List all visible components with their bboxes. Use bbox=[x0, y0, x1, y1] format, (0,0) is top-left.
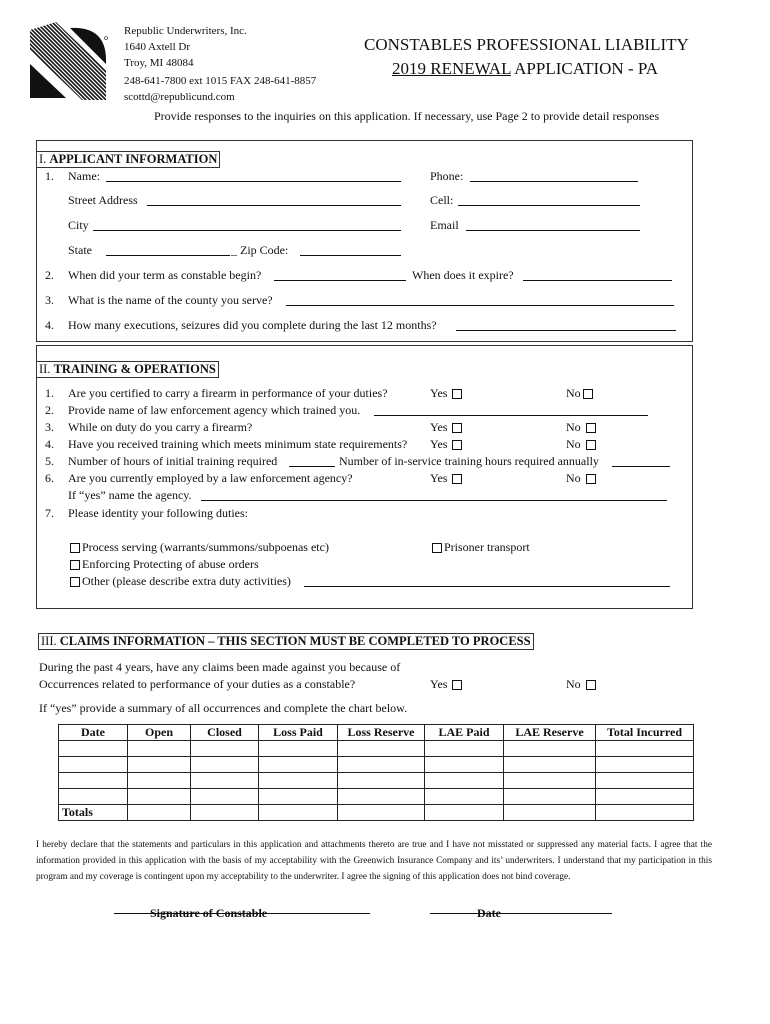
training-num4: 4. bbox=[45, 437, 54, 451]
signature-label: Signature of Constable bbox=[150, 906, 268, 920]
col-open: Open bbox=[128, 725, 191, 741]
table-row[interactable] bbox=[59, 789, 694, 805]
training-num1: 1. bbox=[45, 386, 54, 400]
claims-yes[interactable] bbox=[430, 677, 464, 692]
checkbox-icon[interactable] bbox=[432, 543, 442, 553]
checkbox-icon[interactable] bbox=[586, 680, 596, 690]
training-num5: 5. bbox=[45, 454, 54, 468]
checkbox-icon[interactable] bbox=[452, 440, 462, 450]
firearm-cert-no[interactable] bbox=[566, 386, 595, 401]
state-field[interactable] bbox=[106, 244, 230, 256]
min-training-yes[interactable] bbox=[430, 437, 464, 452]
executions-label: How many executions, seizures did you complete during the last 12 months? bbox=[68, 318, 437, 332]
checkbox-icon[interactable] bbox=[586, 474, 596, 484]
company-phone-fax: 248-641-7800 ext 1015 FAX 248-641-8857 bbox=[124, 75, 317, 87]
checkbox-icon[interactable] bbox=[452, 389, 462, 399]
executions-field[interactable] bbox=[456, 319, 676, 331]
carry-firearm-question: While on duty do you carry a firearm? bbox=[68, 420, 253, 434]
duty-other[interactable] bbox=[68, 574, 291, 589]
min-training-no[interactable] bbox=[566, 437, 598, 452]
totals-label: Totals bbox=[59, 805, 128, 821]
training-num6: 6. bbox=[45, 471, 54, 485]
table-row[interactable] bbox=[59, 757, 694, 773]
title-renewal: 2019 RENEWAL bbox=[392, 59, 511, 78]
yes-label: Yes bbox=[430, 677, 448, 691]
checkbox-icon[interactable] bbox=[70, 543, 80, 553]
checkbox-icon[interactable] bbox=[70, 560, 80, 570]
claims-question bbox=[39, 659, 400, 693]
training-agency-question: Provide name of law enforcement agency which trained you. bbox=[68, 403, 361, 417]
company-info bbox=[124, 24, 316, 104]
cell-field[interactable] bbox=[458, 194, 640, 206]
training-num7: 7. bbox=[45, 506, 54, 520]
zip-field[interactable] bbox=[300, 244, 401, 256]
applicant-num1: 1. bbox=[45, 169, 54, 183]
checkbox-icon[interactable] bbox=[452, 423, 462, 433]
instructions: Provide responses to the inquiries on this application. If necessary, use Page 2 to provide detail responses bbox=[154, 109, 660, 123]
page-title bbox=[364, 34, 689, 80]
yes-label: Yes bbox=[430, 471, 448, 485]
col-lae-paid: LAE Paid bbox=[425, 725, 504, 741]
duty-label: Enforcing Protecting of abuse orders bbox=[82, 557, 259, 571]
claims-question-line1: During the past 4 years, have any claims been made against you because of bbox=[39, 660, 401, 674]
totals-row[interactable] bbox=[59, 805, 694, 821]
duties-question: Please identity your following duties: bbox=[68, 506, 248, 520]
no-label: No bbox=[566, 420, 581, 434]
date-label: Date bbox=[477, 906, 501, 920]
duty-process-serving[interactable] bbox=[68, 540, 329, 555]
no-label: No bbox=[566, 386, 581, 400]
applicant-num4: 4. bbox=[45, 318, 54, 332]
section-title: TRAINING & OPERATIONS bbox=[53, 362, 216, 376]
table-row[interactable] bbox=[59, 773, 694, 789]
inservice-hours-field[interactable] bbox=[612, 455, 670, 467]
checkbox-icon[interactable] bbox=[586, 440, 596, 450]
company-email: scottd@republicund.com bbox=[124, 91, 235, 103]
other-duties-field[interactable] bbox=[304, 575, 670, 587]
term-expire-label: When does it expire? bbox=[412, 268, 514, 282]
claims-header-row bbox=[59, 725, 694, 741]
phone-field[interactable] bbox=[470, 170, 638, 182]
yes-label: Yes bbox=[430, 386, 448, 400]
section-roman: II. bbox=[39, 362, 54, 376]
yes-label: Yes bbox=[430, 420, 448, 434]
claims-no[interactable] bbox=[566, 677, 598, 692]
term-expire-field[interactable] bbox=[523, 269, 672, 281]
section-roman: I. bbox=[39, 152, 50, 166]
cell-label: Cell: bbox=[430, 193, 454, 207]
inservice-hours-label: Number of in-service training hours required annually bbox=[339, 454, 599, 468]
section-title: CLAIMS INFORMATION – THIS SECTION MUST BE COMPLETED TO PROCESS bbox=[59, 634, 531, 648]
agency-name-label: If “yes” name the agency. bbox=[68, 488, 192, 502]
employed-question: Are you currently employed by a law enforcement agency? bbox=[68, 471, 353, 485]
checkbox-icon[interactable] bbox=[583, 389, 593, 399]
initial-hours-field[interactable] bbox=[289, 455, 335, 467]
section-roman: III. bbox=[41, 634, 60, 648]
no-label: No bbox=[566, 471, 581, 485]
employed-no[interactable] bbox=[566, 471, 598, 486]
state-label: State bbox=[68, 243, 92, 257]
table-row[interactable] bbox=[59, 741, 694, 757]
col-total-incurred: Total Incurred bbox=[596, 725, 694, 741]
training-agency-field[interactable] bbox=[374, 404, 648, 416]
col-loss-paid: Loss Paid bbox=[259, 725, 338, 741]
city-label: City bbox=[68, 218, 89, 232]
claims-question-line2: Occurrences related to performance of your duties as a constable? bbox=[39, 677, 356, 691]
company-name: Republic Underwriters, Inc. bbox=[124, 25, 247, 37]
street-label: Street Address bbox=[68, 193, 138, 207]
col-loss-reserve: Loss Reserve bbox=[338, 725, 425, 741]
no-label: No bbox=[566, 677, 581, 691]
no-label: No bbox=[566, 437, 581, 451]
date-field[interactable] bbox=[430, 912, 612, 914]
applicant-num2: 2. bbox=[45, 268, 54, 282]
email-field[interactable] bbox=[466, 219, 640, 231]
section-training-heading bbox=[36, 360, 219, 378]
duty-label: Prisoner transport bbox=[444, 540, 530, 554]
yes-label: Yes bbox=[430, 437, 448, 451]
title-line1: CONSTABLES PROFESSIONAL LIABILITY bbox=[364, 35, 689, 54]
title-line2 bbox=[392, 58, 689, 80]
name-label: Name: bbox=[68, 169, 100, 183]
declaration-text: I hereby declare that the statements and particulars in this application and attachments thereto are true and I have not misstated or suppressed any material facts. I agree that the information provided in this application with the basis of my acceptability with the Greenwich Insurance Company and its’ underwriters. I understand that my participation in this program and my coverage is contingent upon my acceptability to the underwriter. I agree the signing of this application does not bind coverage. bbox=[36, 840, 712, 882]
checkbox-icon[interactable] bbox=[452, 474, 462, 484]
email-label: Email bbox=[430, 218, 459, 232]
duty-label: Other (please describe extra duty activities) bbox=[82, 574, 291, 588]
checkbox-icon[interactable] bbox=[452, 680, 462, 690]
duty-abuse-orders[interactable] bbox=[68, 557, 259, 572]
term-begin-label: When did your term as constable begin? bbox=[68, 268, 262, 282]
duty-label: Process serving (warrants/summons/subpoenas etc) bbox=[82, 540, 329, 554]
min-training-question: Have you received training which meets minimum state requirements? bbox=[68, 437, 408, 451]
carry-firearm-no[interactable] bbox=[566, 420, 598, 435]
title-application: APPLICATION - PA bbox=[510, 59, 659, 78]
section-claims-heading bbox=[38, 632, 534, 650]
training-num3: 3. bbox=[45, 420, 54, 434]
section-title: APPLICANT INFORMATION bbox=[49, 152, 218, 166]
firearm-cert-yes[interactable] bbox=[430, 386, 464, 401]
street-field[interactable] bbox=[147, 194, 401, 206]
county-field[interactable] bbox=[286, 294, 674, 306]
term-begin-field[interactable] bbox=[274, 269, 406, 281]
carry-firearm-yes[interactable] bbox=[430, 420, 464, 435]
col-lae-reserve: LAE Reserve bbox=[504, 725, 596, 741]
training-num2: 2. bbox=[45, 403, 54, 417]
zip-label: _ Zip Code: bbox=[231, 243, 289, 257]
firearm-cert-question: Are you certified to carry a firearm in performance of your duties? bbox=[68, 386, 388, 400]
claims-table bbox=[58, 724, 694, 821]
checkbox-icon[interactable] bbox=[70, 577, 80, 587]
initial-hours-label: Number of hours of initial training required bbox=[68, 454, 278, 468]
duty-prisoner-transport[interactable] bbox=[430, 540, 530, 555]
agency-name-field[interactable] bbox=[201, 489, 667, 501]
col-closed: Closed bbox=[191, 725, 259, 741]
employed-yes[interactable] bbox=[430, 471, 464, 486]
claims-summary-instruction: If “yes” provide a summary of all occurrences and complete the chart below. bbox=[39, 701, 408, 715]
col-date: Date bbox=[59, 725, 128, 741]
section-applicant-heading bbox=[36, 150, 220, 168]
company-address1: 1640 Axtell Dr bbox=[124, 41, 190, 53]
company-logo bbox=[26, 20, 110, 102]
county-label: What is the name of the county you serve? bbox=[68, 293, 273, 307]
applicant-num3: 3. bbox=[45, 293, 54, 307]
city-field[interactable] bbox=[93, 219, 401, 231]
name-field[interactable] bbox=[106, 170, 401, 182]
checkbox-icon[interactable] bbox=[586, 423, 596, 433]
phone-label: Phone: bbox=[430, 169, 464, 183]
company-address2: Troy, MI 48084 bbox=[124, 57, 194, 69]
